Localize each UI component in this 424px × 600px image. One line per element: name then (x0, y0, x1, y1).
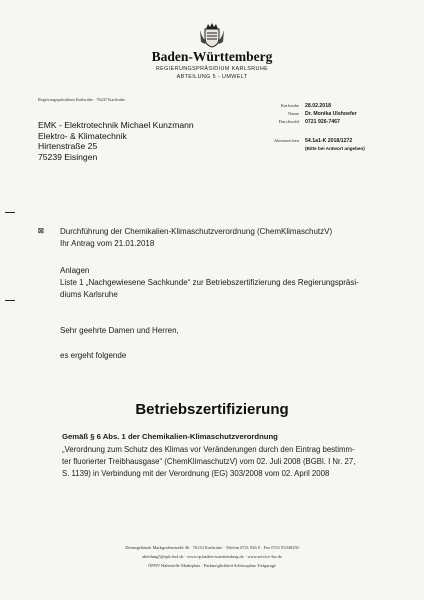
coat-of-arms-logo (197, 20, 227, 50)
meta-row-phone (245, 119, 395, 125)
org-subtitle-authority: REGIERUNGSPRÄSIDIUM KARLSRUHE (155, 66, 269, 72)
recipient-line-street: Hirtenstraße 25 (38, 141, 98, 151)
document-title: Betriebszertifizierung (135, 401, 289, 418)
meta-date: 28.02.2018 (305, 103, 331, 109)
subject-prefix-mark: ☒ (38, 228, 44, 235)
legal-basis-line-2: ter fluorierter Treibhausgase“ (ChemKlimaschutzV) vom 02. Juli 2008 (BGBl. I Nr. 27, (62, 457, 356, 466)
meta-label-phone: Durchwahl (278, 119, 299, 124)
meta-row-date (245, 103, 395, 109)
recipient-address (38, 120, 194, 162)
fold-mark-top (5, 212, 15, 213)
meta-label-place: Karlsruhe (280, 103, 299, 108)
recipient-line-trade: Elektro- & Klimatechnik (38, 130, 127, 141)
fold-mark-middle (5, 300, 15, 301)
attachments-label: Anlagen (60, 266, 90, 275)
footer-web-line: abteilung5@rpk.bwl.de · www.rp.baden-wuerttemberg.de · www.service-bw.de (142, 554, 282, 559)
letter-meta-block (245, 103, 395, 151)
meta-phone: 0721 926-7467 (305, 119, 340, 125)
salutation: Sehr geehrte Damen und Herren, (60, 326, 179, 335)
meta-reference: 54.1a1-K 2018/1272 (305, 138, 353, 144)
subject-text: Durchführung der Chemikalien-Klimaschutzverordnung (ChemKlimaschutzV) (60, 227, 333, 236)
footer-address-line: Dienstgebäude Markgrafenstraße 46 · 76133 Karlsruhe · Telefon 0721 926 0 · Fax 0721 93340250 (125, 545, 299, 550)
application-date-line: Ihr Antrag vom 21.01.2018 (60, 239, 155, 248)
legal-basis-line-3: S. 1139) in Verbindung mit der Verordnung (EG) 303/2008 vom 02. April 2008 (62, 469, 330, 478)
recipient-line-city: 75239 Eisingen (38, 151, 98, 162)
meta-reference-note: (Bitte bei Antwort angeben) (305, 146, 365, 151)
org-subtitle-department: ABTEILUNG 5 - UMWELT (176, 74, 248, 80)
org-name: Baden-Württemberg (151, 49, 273, 64)
legal-basis-heading: Gemäß § 6 Abs. 1 der Chemikalien-Klimaschutzverordnung (62, 432, 278, 441)
legal-basis-paragraph (62, 444, 382, 480)
meta-row-reference (245, 138, 395, 144)
intro-text: es ergeht folgende (60, 351, 127, 360)
subject-line (38, 227, 332, 236)
attachment-line-2: diums Karlsruhe (60, 290, 118, 299)
footer-transport-line: ÖPNV Haltestelle Marktplatz · Parkmöglichkeit Schlossplatz Tiefgarage (148, 563, 276, 568)
legal-basis-line-1: „Verordnung zum Schutz des Klimas vor Veränderungen durch den Eintrag bestimm- (62, 445, 355, 454)
recipient-line-company: EMK - Elektrotechnik Michael Kunzmann (38, 120, 194, 130)
attachment-line-1: Liste 1 „Nachgewiesene Sachkunde“ zur Betriebszertifizierung des Regierungspräsi- (60, 278, 359, 287)
meta-contact-name: Dr. Monika Ulshoefer (305, 111, 357, 117)
meta-label-reference: Aktenzeichen (273, 138, 299, 143)
meta-row-name (245, 111, 395, 117)
sender-return-address: Regierungspräsidium Karlsruhe · 76247 Karlsruhe (38, 97, 126, 102)
meta-label-name: Name (288, 111, 299, 116)
